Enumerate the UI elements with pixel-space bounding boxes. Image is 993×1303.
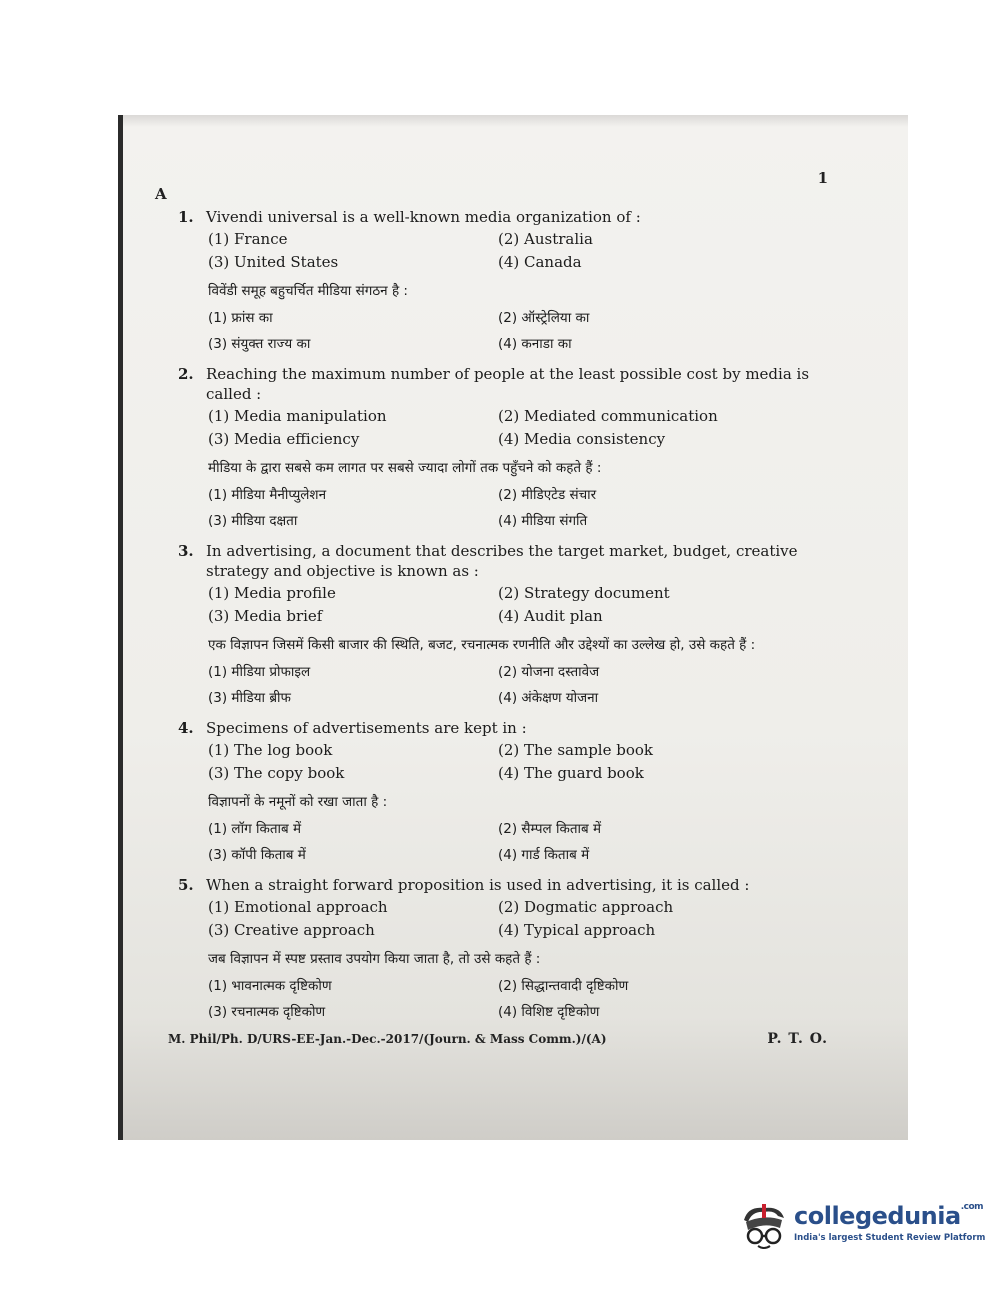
options-english bbox=[208, 897, 830, 940]
option-hindi: (3) मीडिया ब्रीफ bbox=[208, 690, 291, 706]
question-number: 1. bbox=[178, 208, 194, 226]
option-hindi: (2) सैम्पल किताब में bbox=[498, 821, 602, 837]
scan-shadow bbox=[123, 115, 908, 127]
option: (3) Media brief bbox=[208, 607, 323, 625]
pto-label: P. T. O. bbox=[767, 1031, 828, 1047]
option: (3) The copy book bbox=[208, 764, 345, 782]
brand-tagline: India's largest Student Review Platform bbox=[794, 1233, 986, 1243]
option: (4) Typical approach bbox=[498, 921, 656, 939]
question-text-hindi: जब विज्ञापन में स्पष्ट प्रस्ताव उपयोग किया जाता है, तो उसे कहते हैं : bbox=[208, 951, 541, 967]
option-hindi: (4) विशिष्ट दृष्टिकोण bbox=[498, 1004, 600, 1020]
option-hindi: (2) योजना दस्तावेज bbox=[498, 664, 600, 680]
options-hindi bbox=[208, 819, 830, 865]
option-hindi: (1) मीडिया प्रोफाइल bbox=[208, 664, 311, 680]
question-text: Vivendi universal is a well-known media organization of : bbox=[206, 208, 641, 226]
option-hindi: (1) लॉग किताब में bbox=[208, 821, 302, 837]
option-hindi: (1) मीडिया मैनीप्युलेशन bbox=[208, 487, 327, 503]
question-4 bbox=[178, 718, 830, 865]
option-hindi: (1) भावनात्मक दृष्टिकोण bbox=[208, 978, 332, 994]
option: (4) The guard book bbox=[498, 764, 644, 782]
option: (2) The sample book bbox=[498, 741, 653, 759]
question-text: Reaching the maximum number of people at the least possible cost by media is called : bbox=[206, 365, 810, 403]
scanned-page bbox=[118, 115, 908, 1140]
option-hindi: (4) अंकेक्षण योजना bbox=[498, 690, 599, 706]
option-hindi: (2) ऑस्ट्रेलिया का bbox=[498, 310, 590, 326]
brand-name bbox=[794, 1202, 983, 1230]
question-number: 3. bbox=[178, 542, 194, 560]
option-hindi: (3) कॉपी किताब में bbox=[208, 847, 306, 863]
set-letter: A bbox=[155, 185, 167, 203]
option-hindi: (3) रचनात्मक दृष्टिकोण bbox=[208, 1004, 326, 1020]
option: (2) Dogmatic approach bbox=[498, 898, 674, 916]
option: (2) Australia bbox=[498, 230, 593, 248]
option-hindi: (2) मीडिएटेड संचार bbox=[498, 487, 597, 503]
question-1 bbox=[178, 207, 830, 354]
options-hindi bbox=[208, 662, 830, 708]
options-hindi bbox=[208, 976, 830, 1022]
options-hindi bbox=[208, 308, 830, 354]
option-hindi: (3) मीडिया दक्षता bbox=[208, 513, 298, 529]
question-3 bbox=[178, 541, 830, 708]
option: (1) France bbox=[208, 230, 288, 248]
question-number: 5. bbox=[178, 876, 194, 894]
option-hindi: (2) सिद्धान्तवादी दृष्टिकोण bbox=[498, 978, 629, 994]
question-number: 2. bbox=[178, 365, 194, 383]
question-text-hindi: विवेंडी समूह बहुचर्चित मीडिया संगठन है : bbox=[208, 283, 408, 299]
option-hindi: (4) गार्ड किताब में bbox=[498, 847, 590, 863]
option: (3) United States bbox=[208, 253, 339, 271]
question-text: When a straight forward proposition is used in advertising, it is called : bbox=[206, 876, 750, 894]
options-english bbox=[208, 740, 830, 783]
brand-name-text: collegedunia bbox=[794, 1202, 961, 1230]
option: (3) Media efficiency bbox=[208, 430, 360, 448]
option: (2) Strategy document bbox=[498, 584, 670, 602]
question-list bbox=[178, 207, 830, 1032]
option: (1) Media profile bbox=[208, 584, 336, 602]
options-english bbox=[208, 406, 830, 449]
mascot-logo-icon bbox=[738, 1202, 790, 1252]
option-hindi: (3) संयुक्त राज्य का bbox=[208, 336, 311, 352]
option: (2) Mediated communication bbox=[498, 407, 718, 425]
option: (1) Media manipulation bbox=[208, 407, 387, 425]
options-english bbox=[208, 583, 830, 626]
option-hindi: (4) मीडिया संगति bbox=[498, 513, 588, 529]
options-hindi bbox=[208, 485, 830, 531]
question-text-hindi: विज्ञापनों के नमूनों को रखा जाता है : bbox=[208, 794, 388, 810]
option: (4) Audit plan bbox=[498, 607, 603, 625]
question-text-hindi: मीडिया के द्वारा सबसे कम लागत पर सबसे ज्यादा लोगों तक पहुँचने को कहते हैं : bbox=[208, 460, 602, 476]
question-text: In advertising, a document that describes the target market, budget, creative strategy and objective is known as : bbox=[206, 542, 798, 580]
exam-code-footer: M. Phil/Ph. D/URS-EE-Jan.-Dec.-2017/(Journ. & Mass Comm.)/(A) bbox=[168, 1032, 607, 1046]
question-text: Specimens of advertisements are kept in : bbox=[206, 719, 527, 737]
option: (4) Media consistency bbox=[498, 430, 666, 448]
question-5 bbox=[178, 875, 830, 1022]
brand-domain: .com bbox=[960, 1202, 984, 1212]
options-english bbox=[208, 229, 830, 272]
option-hindi: (4) कनाडा का bbox=[498, 336, 572, 352]
option: (1) The log book bbox=[208, 741, 333, 759]
question-text-hindi: एक विज्ञापन जिसमें किसी बाजार की स्थिति, बजट, रचनात्मक रणनीति और उद्देश्यों का उल्लेख हो, उसे कहते हैं : bbox=[208, 637, 756, 653]
page-number: 1 bbox=[817, 169, 828, 187]
question-2 bbox=[178, 364, 830, 531]
option-hindi: (1) फ्रांस का bbox=[208, 310, 273, 326]
question-number: 4. bbox=[178, 719, 194, 737]
collegedunia-logo[interactable] bbox=[738, 1198, 986, 1260]
option: (3) Creative approach bbox=[208, 921, 375, 939]
option: (1) Emotional approach bbox=[208, 898, 388, 916]
option: (4) Canada bbox=[498, 253, 582, 271]
